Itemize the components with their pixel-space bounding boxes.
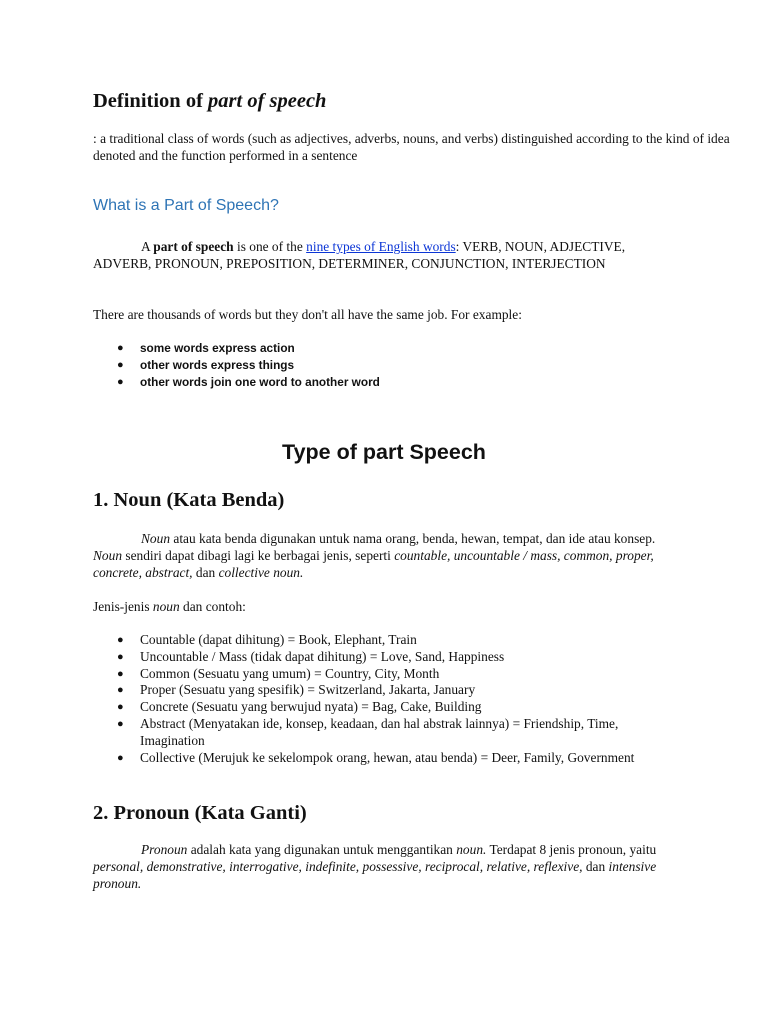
list-item — [93, 632, 653, 649]
list-item — [93, 357, 380, 374]
list-item-text: Common (Sesuatu yang umum) = Country, City, Month — [140, 665, 440, 681]
bullet-icon: ● — [117, 342, 124, 354]
noun-term: Noun — [141, 531, 171, 546]
noun-term: Noun — [93, 548, 123, 563]
pronoun-text: adalah kata yang digunakan untuk menggantikan — [187, 842, 457, 857]
type-heading: Type of part Speech — [282, 440, 486, 464]
bullet-icon: ● — [117, 376, 124, 388]
pronoun-text: dan — [582, 859, 609, 874]
list-item — [93, 750, 653, 767]
pronoun-term: noun. — [456, 842, 487, 857]
nine-types-link[interactable]: nine types of English words — [306, 239, 456, 254]
bullet-icon: ● — [117, 751, 124, 764]
list-item-text: some words express action — [140, 341, 295, 355]
thousands-paragraph: There are thousands of words but they don't all have the same job. For example: — [93, 307, 522, 322]
list-item-text: Countable (dapat dihitung) = Book, Elephant, Train — [140, 632, 417, 647]
bullet-icon: ● — [117, 667, 124, 680]
noun-types-list — [93, 632, 653, 766]
pronoun-text: Terdapat 8 jenis pronoun, yaitu — [486, 842, 657, 857]
list-item-text: other words express things — [140, 358, 295, 372]
what-rest: : VERB, NOUN, ADJECTIVE, ADVERB, PRONOUN, PREPOSITION, DETERMINER, CONJUNCTION, INTERJECTION — [93, 239, 626, 271]
list-item-text: Collective (Merujuk ke sekelompok orang, hewan, atau benda) = Deer, Family, Government — [140, 749, 635, 765]
noun-kinds: collective noun. — [218, 565, 304, 580]
list-item — [93, 649, 653, 666]
what-mid: is one of the — [233, 239, 307, 254]
list-item-text: Abstract (Menyatakan ide, konsep, keadaan, dan hal abstrak lainnya) = Friendship, Time, Imagination — [140, 715, 619, 748]
list-item — [93, 716, 653, 750]
list-item-text: other words join one word to another word — [140, 375, 380, 389]
list-item — [93, 374, 380, 391]
what-heading: What is a Part of Speech? — [93, 197, 279, 214]
list-item-text: Uncountable / Mass (tidak dapat dihitung) = Love, Sand, Happiness — [140, 648, 505, 664]
intro-term: noun — [152, 599, 180, 614]
pronoun-kinds: personal, demonstrative, interrogative, indefinite, possessive, reciprocal, relative, reflexive, — [93, 859, 583, 874]
bullet-icon: ● — [117, 684, 124, 697]
bullet-icon: ● — [117, 359, 124, 371]
bullet-icon: ● — [117, 701, 124, 714]
pronoun-heading: 2. Pronoun (Kata Ganti) — [93, 802, 307, 824]
pronoun-term: Pronoun — [141, 842, 188, 857]
bullet-icon: ● — [117, 650, 124, 663]
intro-text: Jenis-jenis — [93, 599, 153, 614]
bullet-icon: ● — [117, 634, 124, 646]
noun-heading: 1. Noun (Kata Benda) — [93, 489, 285, 511]
pronoun-kinds: intensive pronoun. — [93, 859, 657, 891]
list-item — [93, 340, 380, 357]
title-italic: part of speech — [208, 90, 327, 112]
title-prefix: Definition of — [93, 90, 209, 112]
pronoun-paragraph — [93, 841, 683, 892]
intro-text: dan contoh: — [179, 599, 246, 614]
bullet-icon: ● — [117, 717, 124, 730]
list-item-text: Proper (Sesuatu yang spesifik) = Switzerland, Jakarta, January — [140, 682, 476, 698]
noun-paragraph — [93, 530, 683, 581]
noun-text: atau kata benda digunakan untuk nama orang, benda, hewan, tempat, dan ide atau konsep. — [170, 531, 656, 546]
list-item — [93, 682, 653, 699]
what-bold: part of speech — [153, 239, 234, 254]
definition-text: : a traditional class of words (such as adjectives, adverbs, nouns, and verbs) distinguished according to the kind of idea denoted and the function performed in a sentence — [93, 131, 730, 163]
noun-text: dan — [192, 565, 219, 580]
noun-kinds: countable, uncountable / mass, common, proper, concrete, abstract, — [93, 548, 654, 580]
examples-list — [93, 340, 380, 391]
what-a: A — [141, 239, 154, 254]
list-item — [93, 666, 653, 683]
noun-text: sendiri dapat dibagi lagi ke berbagai jenis, seperti — [122, 548, 395, 563]
list-item — [93, 699, 653, 716]
page-title — [93, 90, 326, 113]
list-item-text: Concrete (Sesuatu yang berwujud nyata) = Bag, Cake, Building — [140, 699, 482, 715]
noun-types-intro — [93, 598, 683, 615]
what-paragraph — [93, 238, 683, 272]
